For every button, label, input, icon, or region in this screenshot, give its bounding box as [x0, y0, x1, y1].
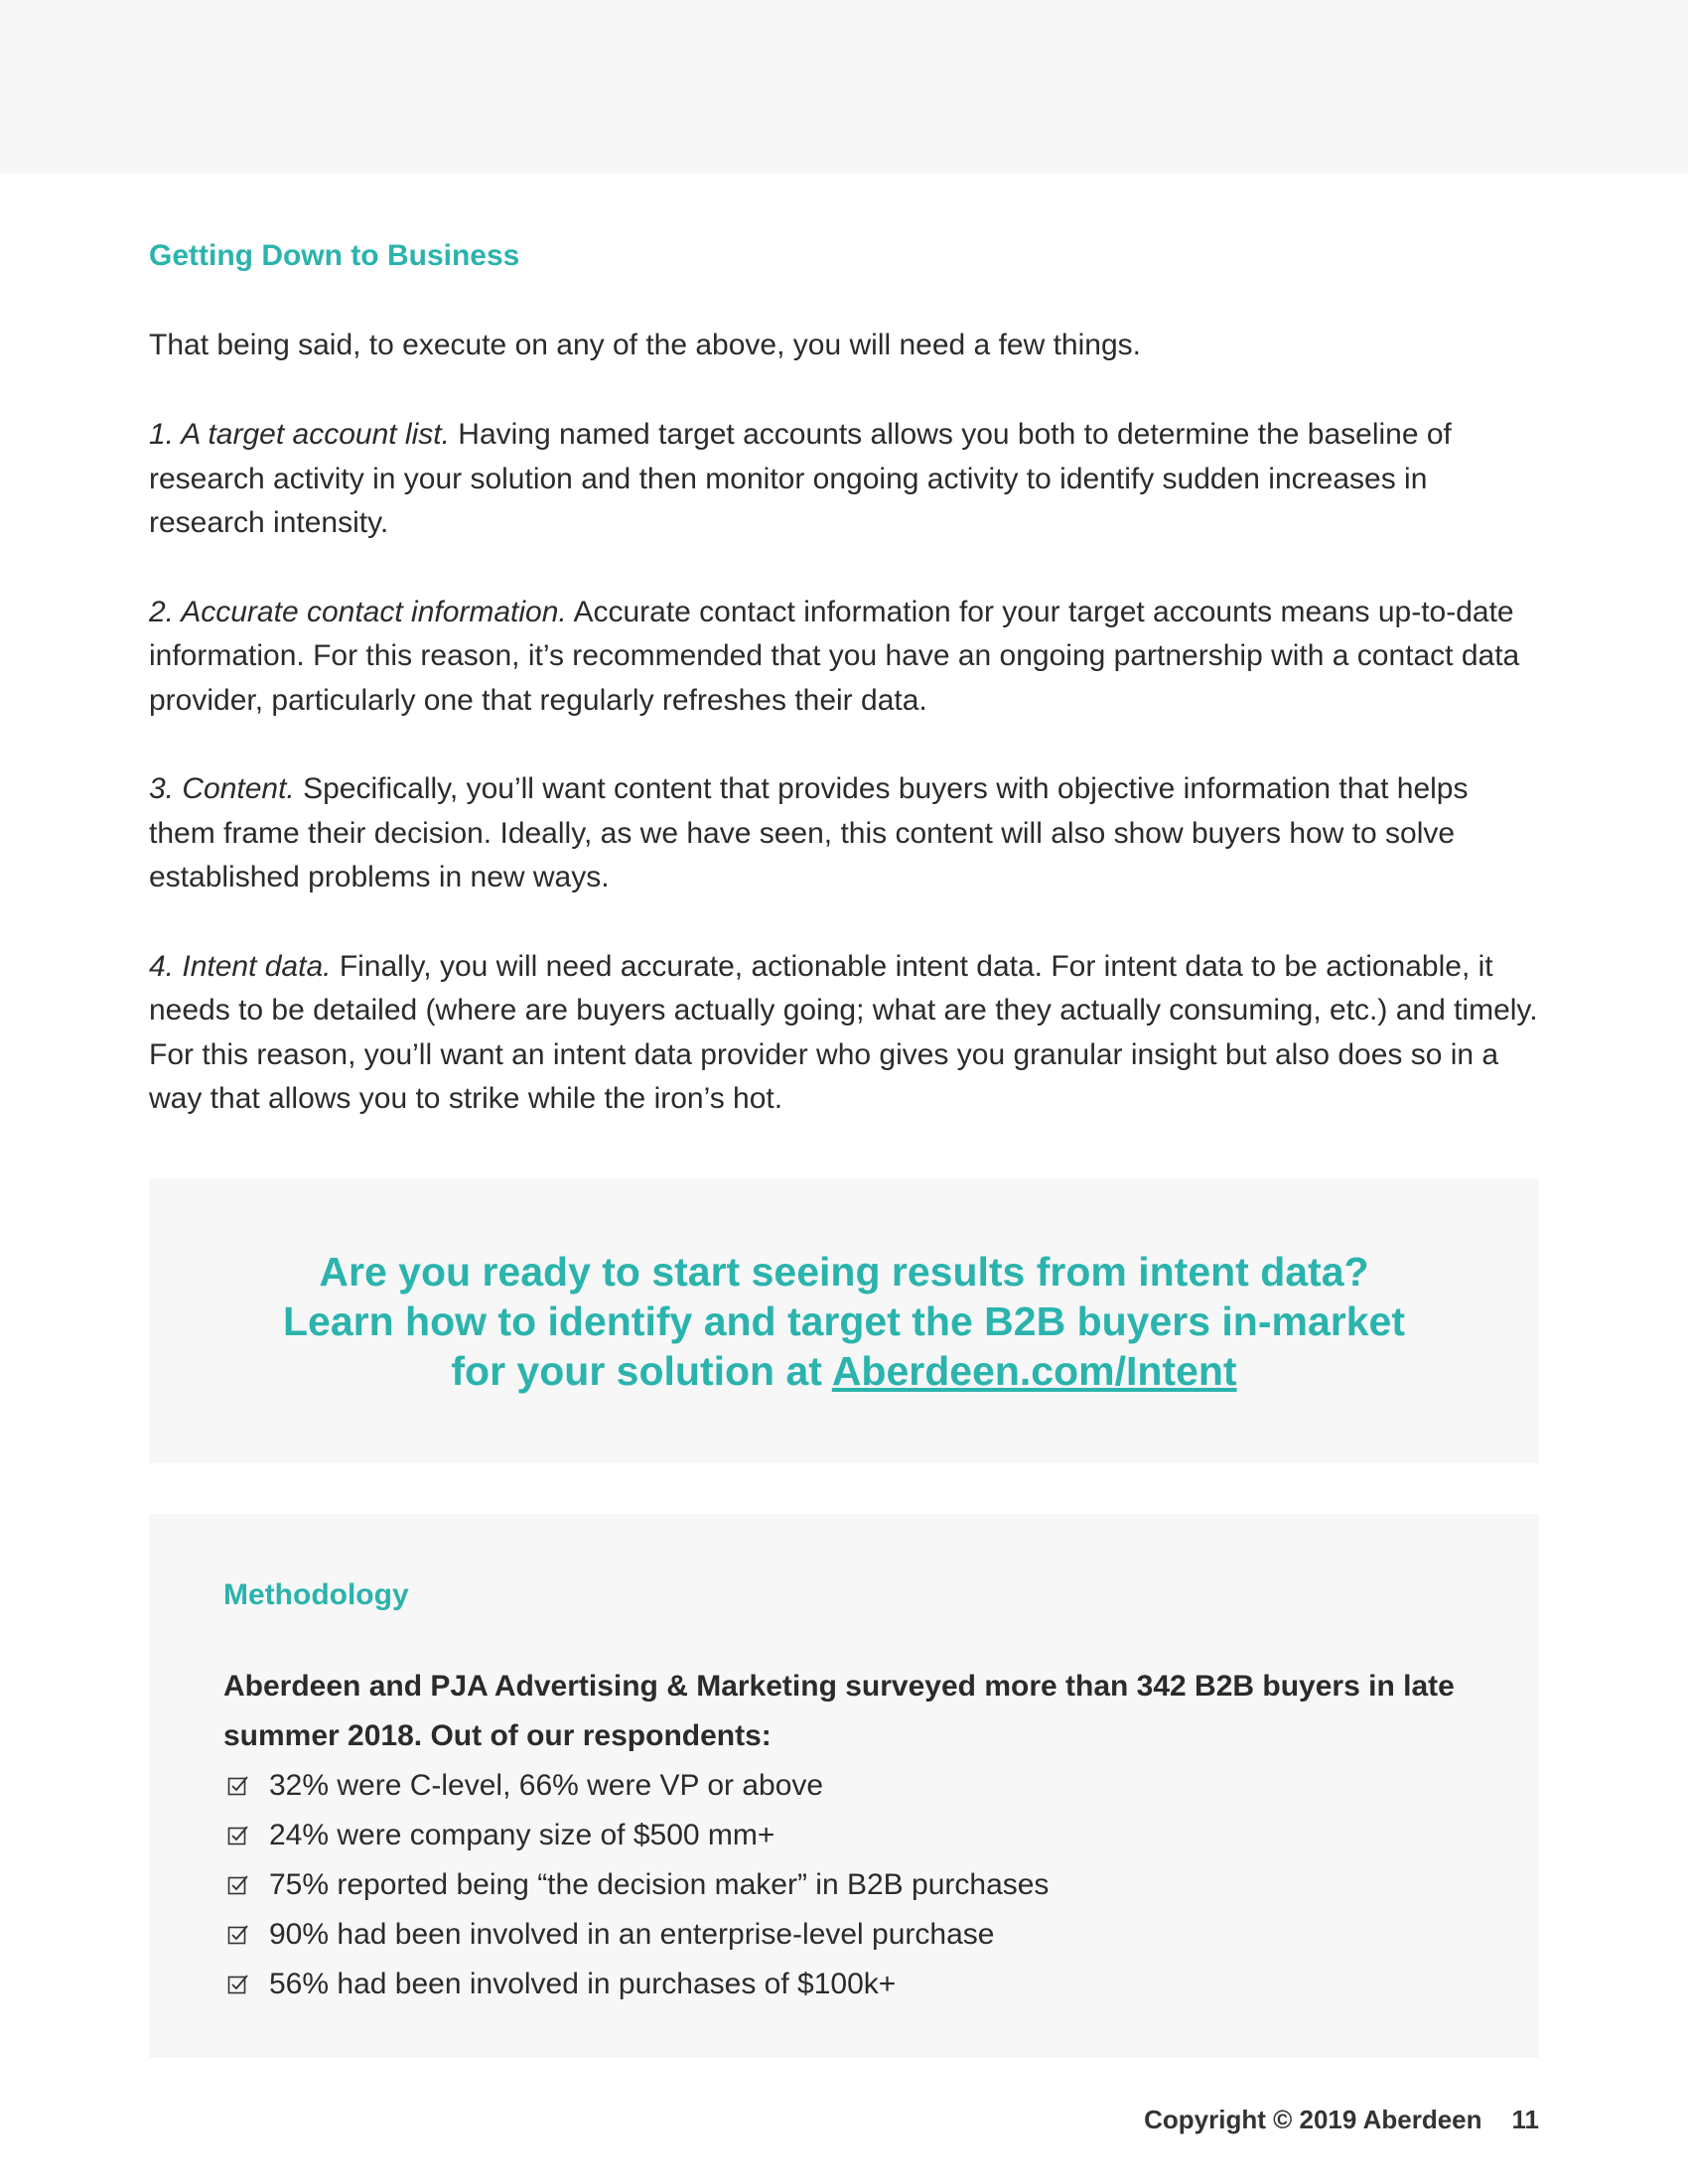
cta-line-3-prefix: for your solution at: [451, 1347, 832, 1394]
item-body: Accurate contact information for your target accounts means up-to-date information. For this reason, it’s recommended that you have an ongoing partnership with a contact data provider, particularly one that regularly refreshes their data.: [149, 595, 1520, 717]
checkbox-checked-icon: [227, 1924, 249, 1946]
cta-panel: [149, 1178, 1539, 1463]
list-item-content: [149, 767, 1539, 900]
item-title: 1. A target account list.: [149, 418, 450, 451]
intent-link[interactable]: Aberdeen.com/Intent: [831, 1347, 1237, 1394]
section-heading: Getting Down to Business: [149, 239, 520, 272]
stat-text: 56% had been involved in purchases of $100k+: [269, 1968, 897, 2000]
stat-item: [223, 1811, 1475, 1860]
item-title: 3. Content.: [149, 772, 295, 805]
cta-line-3: [451, 1346, 1236, 1396]
stat-item: [223, 1960, 1475, 2009]
respondent-stats-list: [223, 1761, 1475, 2009]
cta-line-1: Are you ready to start seeing results from intent data?: [319, 1248, 1369, 1295]
main-content: [149, 238, 1539, 1166]
stat-item: [223, 1761, 1475, 1811]
intro-paragraph: That being said, to execute on any of the above, you will need a few things.: [149, 329, 1141, 361]
methodology-panel: [149, 1514, 1539, 2058]
list-item-target-accounts: [149, 413, 1539, 546]
stat-text: 32% were C-level, 66% were VP or above: [269, 1769, 824, 1802]
methodology-heading: Methodology: [223, 1578, 409, 1611]
item-body: Finally, you will need accurate, actionable intent data. For intent data to be actionable, it needs to be detailed (where are buyers actually going; what are they actually consuming, etc.) and timely. For this reason, you’ll want an intent data provider who gives you granular insight but also does so in a way that allows you to strike while the iron’s hot.: [149, 949, 1538, 1115]
checkbox-checked-icon: [227, 1825, 249, 1846]
item-body: Having named target accounts allows you both to determine the baseline of research activity in your solution and then monitor ongoing activity to identify sudden increases in research intensity.: [149, 418, 1452, 539]
page-footer: [1144, 2105, 1539, 2135]
cta-line-2: Learn how to identify and target the B2B buyers in-market: [283, 1297, 1405, 1344]
stat-text: 24% were company size of $500 mm+: [269, 1819, 775, 1851]
copyright-text: Copyright © 2019 Aberdeen: [1144, 2105, 1482, 2134]
checkbox-checked-icon: [227, 1775, 249, 1797]
list-item-contact-info: [149, 591, 1539, 724]
methodology-content: [223, 1578, 1475, 2009]
header-band: [0, 0, 1688, 174]
page-number: 11: [1511, 2105, 1539, 2134]
item-title: 4. Intent data.: [149, 949, 332, 983]
methodology-lead: Aberdeen and PJA Advertising & Marketing surveyed more than 342 B2B buyers in late summer 2018. Out of our respondents:: [223, 1670, 1455, 1752]
item-title: 2. Accurate contact information.: [149, 595, 567, 628]
stat-text: 75% reported being “the decision maker” in B2B purchases: [269, 1868, 1050, 1901]
item-body: Specifically, you’ll want content that provides buyers with objective information that helps them frame their decision. Ideally, as we have seen, this content will also show buyers how to solve established problems in new ways.: [149, 772, 1469, 893]
stat-item: [223, 1910, 1475, 1960]
list-item-intent-data: [149, 945, 1539, 1122]
checkbox-checked-icon: [227, 1874, 249, 1896]
stat-text: 90% had been involved in an enterprise-level purchase: [269, 1918, 995, 1951]
stat-item: [223, 1860, 1475, 1910]
checkbox-checked-icon: [227, 1974, 249, 1995]
